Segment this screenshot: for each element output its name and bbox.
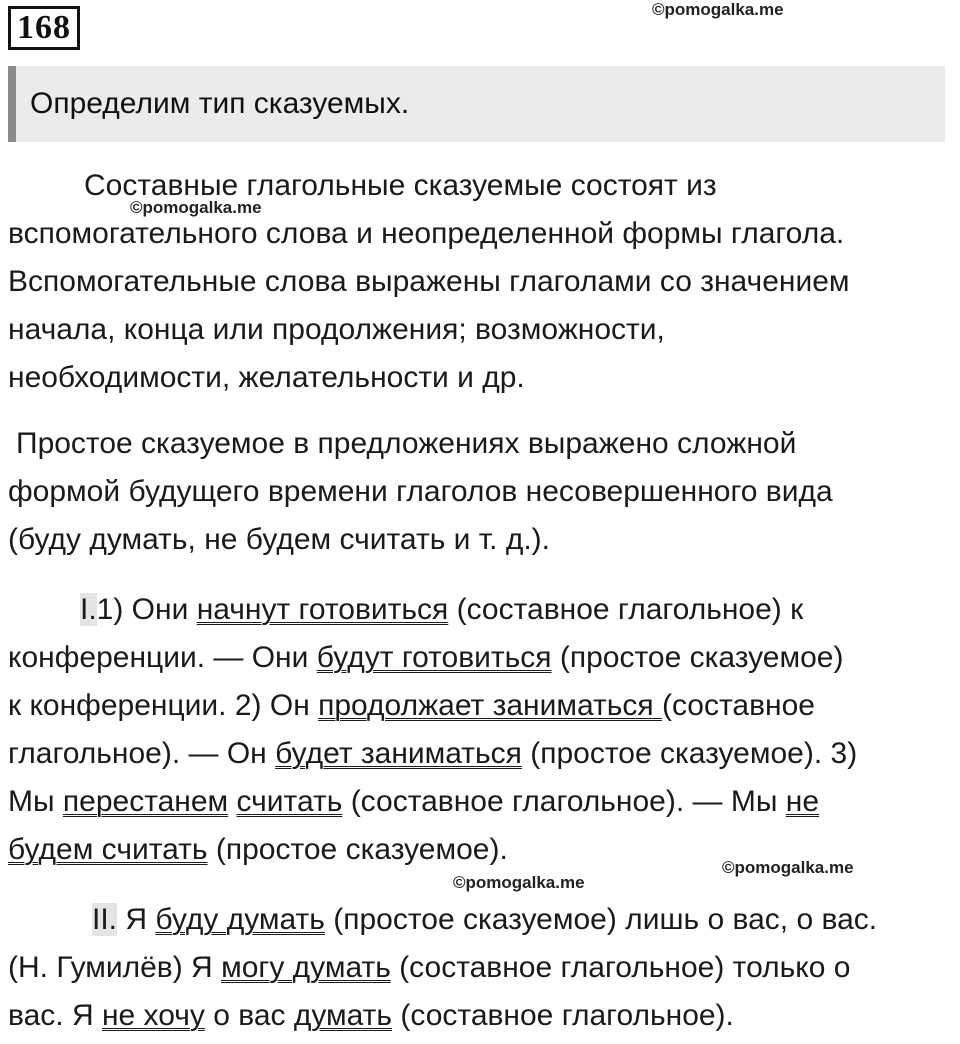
plain-text: (Н. Гумилёв) Я bbox=[8, 951, 222, 984]
text-line bbox=[8, 682, 952, 730]
examples-part-2 bbox=[8, 896, 952, 1040]
plain-text: (составное bbox=[661, 689, 815, 722]
predicate: могу думать bbox=[221, 951, 391, 984]
text-line bbox=[8, 896, 952, 944]
text-line: необходимости, желательности и др. bbox=[8, 361, 525, 394]
plain-text: (простое сказуемое). bbox=[207, 833, 508, 866]
text-line bbox=[8, 730, 952, 778]
plain-text: (составное глагольное). bbox=[392, 999, 734, 1032]
predicate: будем считать bbox=[8, 833, 208, 866]
predicate: думать bbox=[293, 999, 393, 1032]
text-line bbox=[8, 992, 952, 1040]
watermark: ©pomogalka.me bbox=[652, 0, 784, 19]
predicate: продолжает заниматься bbox=[318, 689, 662, 722]
plain-text: (составное глагольное) только о bbox=[390, 951, 851, 984]
explanation-paragraph bbox=[8, 420, 952, 564]
text-line: начала, конца или продолжения; возможности, bbox=[8, 313, 665, 346]
predicate: не bbox=[785, 785, 820, 818]
plain-text: (составное глагольное). — Мы bbox=[342, 785, 786, 818]
part-marker: I. bbox=[80, 593, 97, 626]
plain-text: Мы bbox=[8, 785, 63, 818]
plain-text: о вас bbox=[204, 999, 294, 1032]
examples-part-1 bbox=[8, 586, 952, 874]
text-line: формой будущего времени глаголов несовершенного вида bbox=[8, 475, 833, 508]
text-line: Составные глагольные сказуемые состоят из bbox=[84, 169, 717, 202]
predicate: будет заниматься bbox=[275, 737, 522, 770]
text-line: Простое сказуемое в предложениях выражено сложной bbox=[16, 427, 797, 460]
watermark: ©pomogalka.me bbox=[130, 198, 262, 217]
text-line bbox=[8, 634, 952, 682]
predicate: начнут готовиться bbox=[196, 593, 449, 626]
plain-text: (простое сказуемое). 3) bbox=[521, 737, 858, 770]
plain-text: (составное глагольное) к bbox=[448, 593, 804, 626]
text-line bbox=[8, 586, 952, 634]
text-line: Вспомогательные слова выражены глаголами со значением bbox=[8, 265, 850, 298]
watermark: ©pomogalka.me bbox=[453, 873, 585, 892]
predicate: перестанем bbox=[62, 785, 229, 818]
task-number: 168 bbox=[8, 6, 80, 50]
predicate: считать bbox=[236, 785, 343, 818]
plain-text: конференции. — Они bbox=[8, 641, 317, 674]
plain-text: (простое сказуемое) лишь о вас, о вас. bbox=[324, 903, 878, 936]
predicate: буду думать bbox=[155, 903, 325, 936]
text-line bbox=[8, 778, 952, 826]
plain-text: к конференции. 2) Он bbox=[8, 689, 319, 722]
plain-text: Я bbox=[117, 903, 156, 936]
plain-text: вас. Я bbox=[8, 999, 102, 1032]
predicate: не хочу bbox=[101, 999, 205, 1032]
plain-text: 1) Они bbox=[96, 593, 197, 626]
section-heading: Определим тип сказуемых. bbox=[8, 66, 945, 142]
text-line bbox=[8, 944, 952, 992]
text-line: вспомогательного слова и неопределенной формы глагола. bbox=[8, 217, 845, 250]
text-line: (буду думать, не будем считать и т. д.). bbox=[8, 523, 551, 556]
plain-text: глагольное). — Он bbox=[8, 737, 276, 770]
part-marker: II. bbox=[92, 903, 118, 936]
watermark: ©pomogalka.me bbox=[722, 858, 854, 877]
predicate: будут готовиться bbox=[316, 641, 552, 674]
plain-text: (простое сказуемое) bbox=[551, 641, 844, 674]
